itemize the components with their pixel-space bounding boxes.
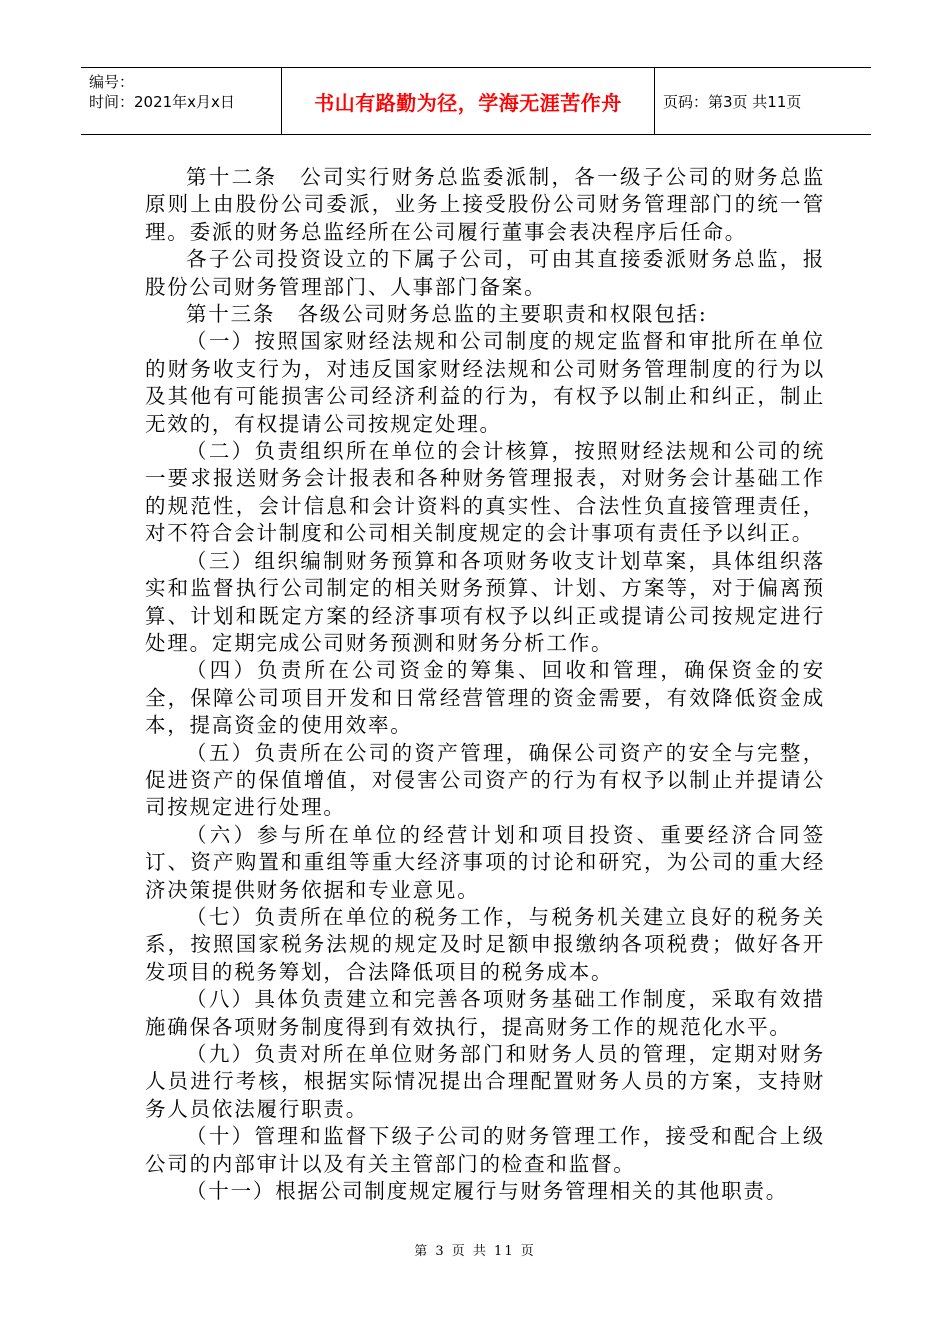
paragraph-item-5: （五）负责所在公司的资产管理，确保公司资产的安全与完整，促进资产的保值增值，对侵害公司资产的行为有权予以制止并提请公司按规定进行处理。 xyxy=(145,740,825,820)
paragraph-item-2: （二）负责组织所在单位的会计核算，按照财经法规和公司的统一要求报送财务会计报表和各种财务管理报表，对财务会计基础工作的规范性，会计信息和会计资料的真实性、合法性负直接管理责任，对不符合会计制度和公司相关制度规定的会计事项有责任予以纠正。 xyxy=(145,439,825,546)
page-footer: 第 3 页 共 11 页 xyxy=(414,1244,536,1259)
paragraph-item-10: （十）管理和监督下级子公司的财务管理工作，接受和配合上级公司的内部审计以及有关主管部门的检查和监督。 xyxy=(145,1124,825,1176)
paragraph-item-11: （十一）根据公司制度规定履行与财务管理相关的其他职责。 xyxy=(186,1179,789,1204)
paragraph-item-9: （九）负责对所在单位财务部门和财务人员的管理，定期对财务人员进行考核，根据实际情况提出合理配置财务人员的方案，支持财务人员依法履行职责。 xyxy=(145,1042,825,1121)
paragraph-item-4: （四）负责所在公司资金的筹集、回收和管理，确保资金的安全，保障公司项目开发和日常经营管理的资金需要，有效降低资金成本，提高资金的使用效率。 xyxy=(145,658,825,738)
paragraph-article-12: 第十二条 公司实行财务总监委派制，各一级子公司的财务总监原则上由股份公司委派，业务上接受股份公司财务管理部门的统一管理。委派的财务总监经所在公司履行董事会表决程序后任命。 xyxy=(145,165,825,244)
paragraph-item-1: （一）按照国家财经法规和公司制度的规定监督和审批所在单位的财务收支行为，对违反国家财经法规和公司财务管理制度的行为以及其他有可能损害公司经济利益的行为，有权予以制止和纠正，制止无效的，有权提请公司按规定处理。 xyxy=(145,329,825,436)
paragraph-subsidiary: 各子公司投资设立的下属子公司，可由其直接委派财务总监，报股份公司财务管理部门、人事部门备案。 xyxy=(145,247,825,299)
header-motto: 书山有路勤为径，学海无涯苦作舟 xyxy=(282,68,655,134)
paragraph-item-8: （八）具体负责建立和完善各项财务基础工作制度，采取有效措施确保各项财务制度得到有效执行，提高财务工作的规范化水平。 xyxy=(145,987,825,1039)
document-time-label: 时间：2021年x月x日 xyxy=(89,93,235,111)
paragraph-item-7: （七）负责所在单位的税务工作，与税务机关建立良好的税务关系，按照国家税务法规的规定及时足额申报缴纳各项税费；做好各开发项目的税务筹划，合法降低项目的税务成本。 xyxy=(145,904,825,984)
header-page-label: 页码：第3页 共11页 xyxy=(663,92,802,111)
paragraph-item-6: （六）参与所在单位的经营计划和项目投资、重要经济合同签订、资产购置和重组等重大经济事项的讨论和研究，为公司的重大经济决策提供财务依据和专业意见。 xyxy=(145,822,825,902)
document-header xyxy=(81,67,871,135)
document-number-label: 编号： xyxy=(89,73,135,91)
paragraph-item-3: （三）组织编制财务预算和各项财务收支计划草案，具体组织落实和监督执行公司制定的相关财务预算、计划、方案等，对于偏离预算、计划和既定方案的经济事项有权予以纠正或提请公司按规定进行处理。定期完成公司财务预测和财务分析工作。 xyxy=(145,548,825,655)
paragraph-article-13: 第十三条 各级公司财务总监的主要职责和权限包括: xyxy=(186,302,708,327)
header-meta xyxy=(81,68,282,134)
document-body xyxy=(145,164,825,1205)
